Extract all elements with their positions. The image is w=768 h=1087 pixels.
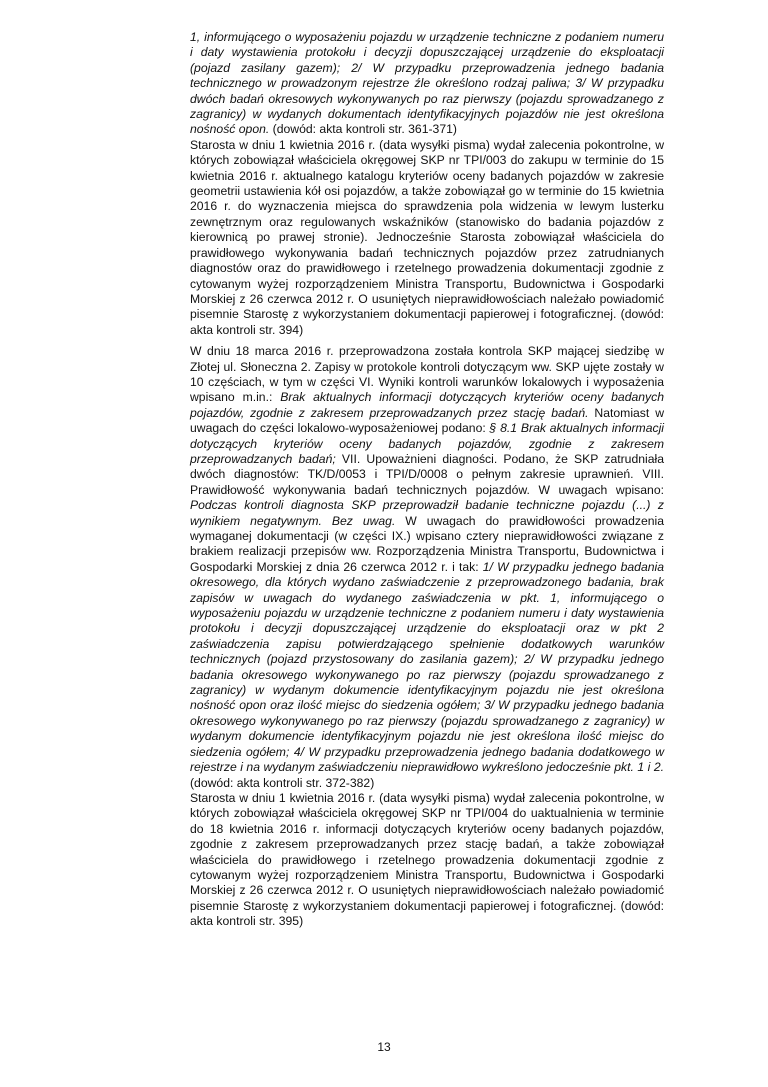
document-body (190, 30, 664, 936)
paragraph-3-run-2: Brak aktualnych informacji dotyczących kryteriów oceny badanych pojazdów, zgodnie z zakresem przeprowadzanych przez stację badań. (190, 390, 664, 420)
paragraph-3-run-5: VII. Upoważnieni diagności. Podano, że SKP zatrudniała dwóch diagnostów: TK/D/0053 i TPI/D/0008 o pełnym zakresie uprawnień. VIII. Prawidłowość wykonywania badań technicznych pojazdów. W uwagach wpisano: (190, 451, 664, 497)
paragraph-3-run-1: W dniu 18 marca 2016 r. przeprowadzona została kontrola SKP mającej siedzibę w Złotej ul. Słoneczna 2. Zapisy w protokole kontroli dotyczącym ww. SKP ujęte zostały w 10 częściach, w tym w części VI. Wyniki kontroli warunków lokalowych i wyposażenia wpisano m.in.: (190, 344, 664, 405)
paragraph-1-italic-text: 1, informującego o wyposażeniu pojazdu w urządzenie techniczne z podaniem numeru i daty wystawienia protokołu i decyzji dopuszczającej urządzenie do eksploatacji (pojazd zasilany gazem); 2/ W przypadku przeprowadzenia jednego badania technicznego w prowadzonym rejestrze źle określono rodzaj paliwa; 3/ W przypadku dwóch badań okresowych wykonywanych po raz pierwszy (pojazdu sprowadzanego z zagranicy) w wydanych dokumentach identyfikacyjnych pojazdów nie jest określona nośność opon. (190, 30, 664, 137)
paragraph-2 (190, 138, 664, 338)
paragraph-4 (190, 791, 664, 930)
paragraph-3-run-8: 1/ W przypadku jednego badania okresowego, dla których wydano zaświadczenie z przeprowadzonego badania, brak zapisów w uwagach do wydanego zaświadczenia w pkt. 1, informującego o wyposażeniu pojazdu w urządzenie techniczne z podaniem numeru i daty wystawienia protokołu i decyzji dopuszczającej urządzenie do eksploatacji oraz w pkt 2 zaświadczenia zapisu potwierdzającego spełnienie dodatkowych warunków technicznych (pojazd przystosowany do zasilania gazem); 2/ W przypadku jednego badania okresowego wykonywanego po raz pierwszy (pojazdu sprowadzanego z zagranicy) w wydanym dokumencie identyfikacyjnym pojazdu nie jest określona nośność opon oraz ilość miejsc do siedzenia ogółem; 3/ W przypadku jednego badania okresowego wykonywanego po raz pierwszy (pojazdu sprowadzanego z zagranicy) w wydanym dokumencie identyfikacyjnym pojazdu nie jest określona ilość miejsc do siedzenia ogółem; 4/ W przypadku przeprowadzenia jednego badania dodatkowego w rejestrze i na wydanym zaświadczeniu nieprawidłowo wykreślono jedocześnie pkt. 1 i 2. (190, 559, 664, 775)
page-number: 13 (377, 1040, 391, 1054)
paragraph-3 (190, 344, 664, 791)
paragraph-4-text: Starosta w dniu 1 kwietnia 2016 r. (data wysyłki pisma) wydał zalecenia pokontrolne, w których zobowiązał właściciela okręgowej SKP nr TPI/004 do uaktualnienia w terminie do 18 kwietnia 2016 r. informacji dotyczących kryteriów oceny badanych pojazdów, zgodnie z zakresem przeprowadzanych przez stację badań, a także zobowiązał właściciela do prawidłowego i rzetelnego prowadzenia dokumentacji zgodnie z cytowanym wyżej rozporządzeniem Ministra Transportu, Budownictwa i Gospodarki Morskiej z 26 czerwca 2012 r. O usuniętych nieprawidłowościach należało powiadomić pisemnie Starostę z wykorzystaniem dokumentacji papierowej i fotograficznej. (dowód: akta kontroli str. 395) (190, 790, 664, 929)
paragraph-1 (190, 30, 664, 138)
paragraph-3-run-3: Natomiast w uwagach do części lokalowo-wyposażeniowej podano: (190, 405, 665, 436)
paragraph-3-run-7: W uwagach do prawidłowości prowadzenia wymaganej dokumentacji (w części IX.) wpisano cztery nieprawidłowości związane z brakiem realizacji przepisów ww. Rozporządzenia Ministra Transportu, Budownictwa i Gospodarki Morskiej z dnia 26 czerwca 2012 r. i tak: (190, 513, 664, 574)
paragraph-3-evidence: (dowód: akta kontroli str. 372-382) (190, 775, 375, 790)
paragraph-1-evidence: (dowód: akta kontroli str. 361-371) (269, 122, 457, 137)
paragraph-3-run-4: § 8.1 Brak aktualnych informacji dotyczących kryteriów oceny badanych pojazdów, zgodnie z zakresem przeprowadzanych badań; (190, 421, 664, 466)
paragraph-3-run-6: Podczas kontroli diagnosta SKP przeprowadził badanie techniczne pojazdu (...) z wynikiem negatywnym. Bez uwag. (190, 498, 664, 528)
paragraph-2-text: Starosta w dniu 1 kwietnia 2016 r. (data wysyłki pisma) wydał zalecenia pokontrolne, w których zobowiązał właściciela okręgowej SKP nr TPI/003 do zakupu w terminie do 15 kwietnia 2016 r. aktualnego katalogu kryteriów oceny badanych pojazdów w zakresie geometrii ustawienia kół osi pojazdów, a także zobowiązał go w terminie do 15 kwietnia 2016 r. do wyznaczenia miejsca do sprawdzenia pola widzenia w lewym lusterku zewnętrznym oraz regulowanych wskaźników (stanowisko do badania pojazdów z kierownicą po prawej stronie). Jednocześnie Starosta zobowiązał właściciela do prawidłowego wykonywania badań technicznych pojazdów przez zatrudnianych diagnostów oraz do prawidłowego i rzetelnego prowadzenia dokumentacji zgodnie z cytowanym wyżej rozporządzeniem Ministra Transportu, Budownictwa i Gospodarki Morskiej z 26 czerwca 2012 r. O usuniętych nieprawidłowościach należało powiadomić pisemnie Starostę z wykorzystaniem dokumentacji papierowej i fotograficznej. (dowód: akta kontroli str. 394) (190, 137, 664, 337)
